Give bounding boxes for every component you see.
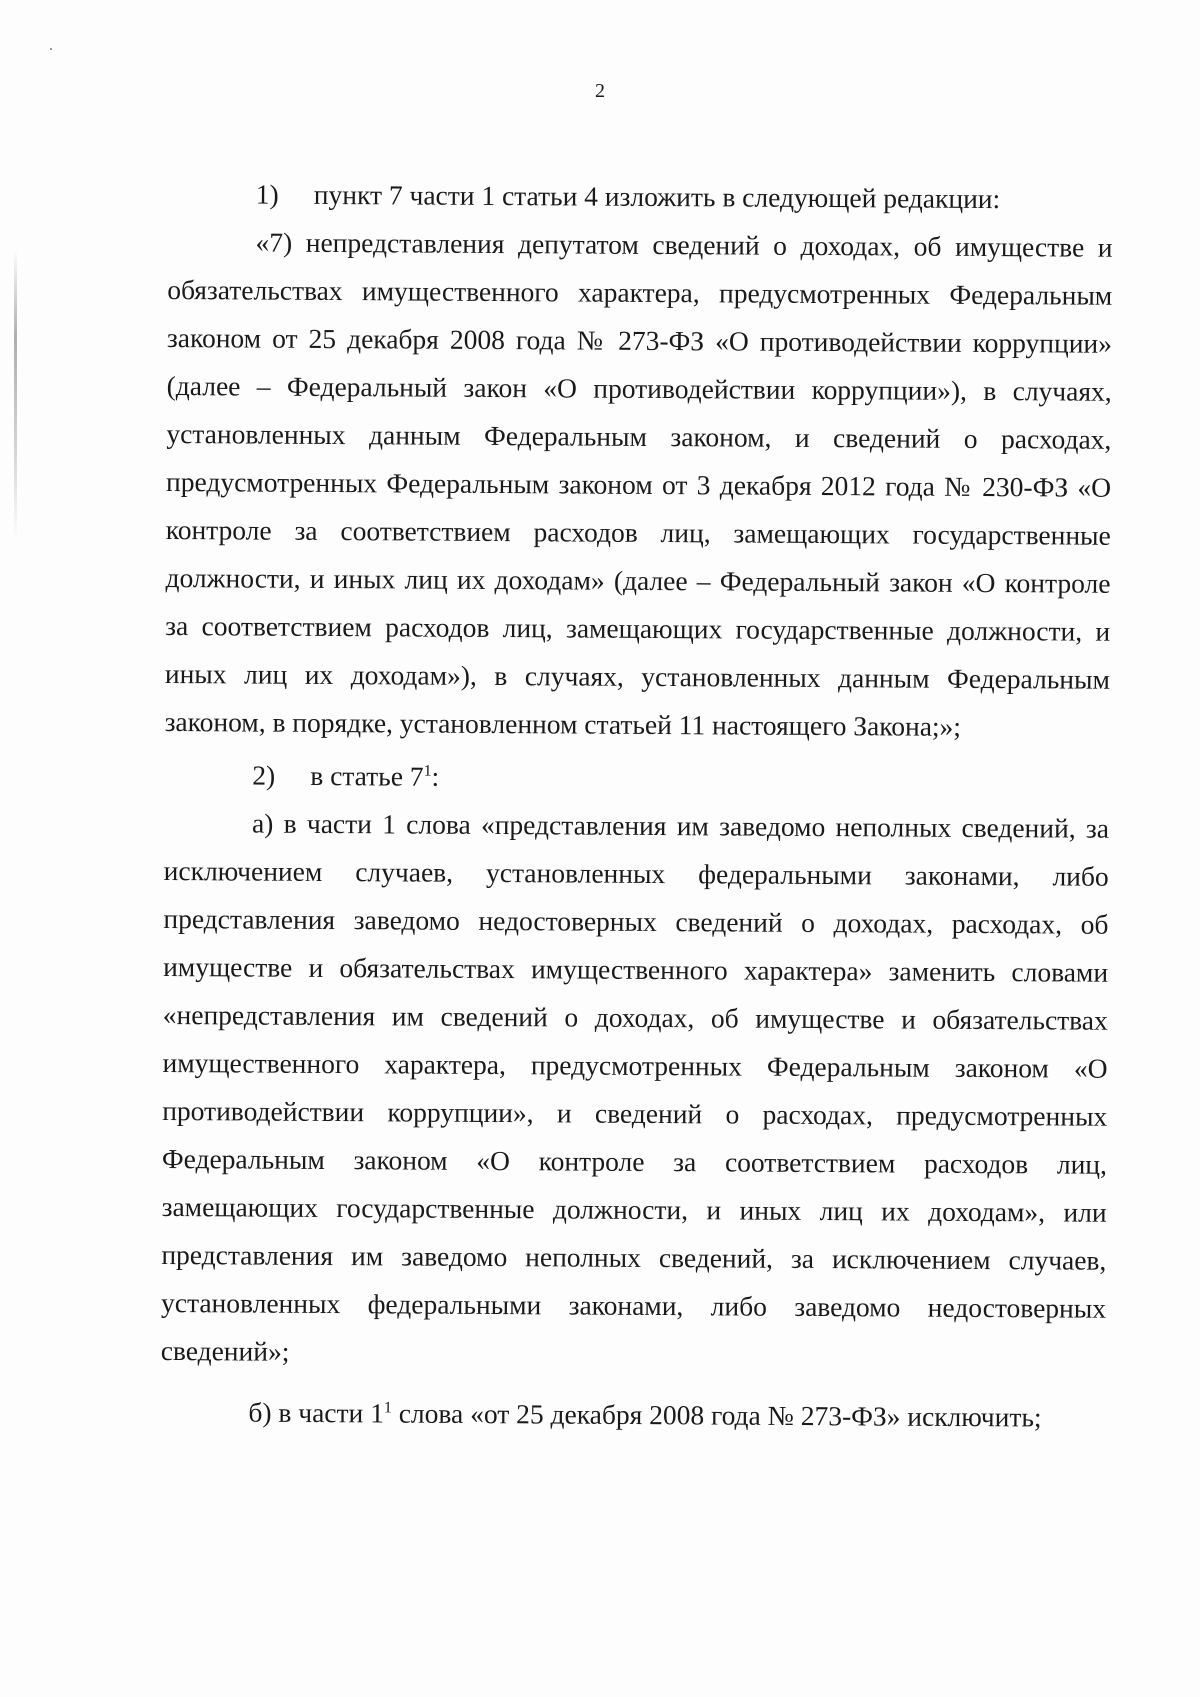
list-item-1-text: пункт 7 части 1 статьи 4 изложить в следующей редакции: [313, 178, 1001, 215]
subitem-b-prefix: б) в части 1 [248, 1396, 385, 1429]
list-item-2-superscript: 1 [423, 762, 432, 780]
document-body [160, 170, 1113, 1442]
quoted-amendment-text: «7) непредставления депутатом сведений о доходах, об имуществе и обязательствах имущественного характера, предусмотренных Федеральным законом от 25 декабря 2008 года № 273-ФЗ «О противодействии коррупции» (далее – Федеральный закон «О противодействии коррупции»), в случаях, установленных данным Федеральным законом, и сведений о расходах, предусмотренных Федеральным законом от 3 декабря 2012 года № 230-ФЗ «О контроле за соответствием расходов лиц, замещающих государственные должности, и иных лиц их доходам» (далее – Федеральный закон «О контроле за соответствием расходов лиц, замещающих государственные должности, и иных лиц их доходам»), в случаях, установленных данным Федеральным законом, в порядке, установленном статьей 11 настоящего Закона;»; [164, 226, 1113, 742]
subitem-b-suffix: слова «от 25 декабря 2008 года № 273-ФЗ» исключить; [391, 1397, 1042, 1433]
scan-artifact-edge [14, 250, 17, 540]
subitem-a-text: а) в части 1 слова «представления им заведомо неполных сведений, за исключением случаев, установленных федеральными законами, либо представления заведомо недостоверных сведений о доходах, расходах, об имуществе и обязательствах имущественного характера» заменить словами «непредставления им сведений о доходах, об имуществе и обязательствах имущественного характера, предусмотренных Федеральным законом «О противодействии коррупции», и сведений о расходах, предусмотренных Федеральным законом «О контроле за соответствием расходов лиц, замещающих государственные должности, и иных лиц их доходам», или представления им заведомо неполных сведений, за исключением случаев, установленных федеральными законами, либо заведомо недостоверных сведений»; [160, 807, 1110, 1367]
scan-artifact-dot [50, 48, 52, 50]
list-item-2 [164, 746, 1109, 805]
list-item-1 [168, 170, 1113, 224]
list-item-2-colon: : [431, 760, 440, 792]
list-item-2-number: 2) [252, 759, 276, 791]
list-item-1-number: 1) [255, 178, 279, 210]
subitem-b [160, 1383, 1105, 1442]
list-item-2-text: в статье 7 [310, 760, 424, 792]
page-number: 2 [595, 80, 605, 102]
subitem-b-superscript: 1 [383, 1399, 392, 1417]
